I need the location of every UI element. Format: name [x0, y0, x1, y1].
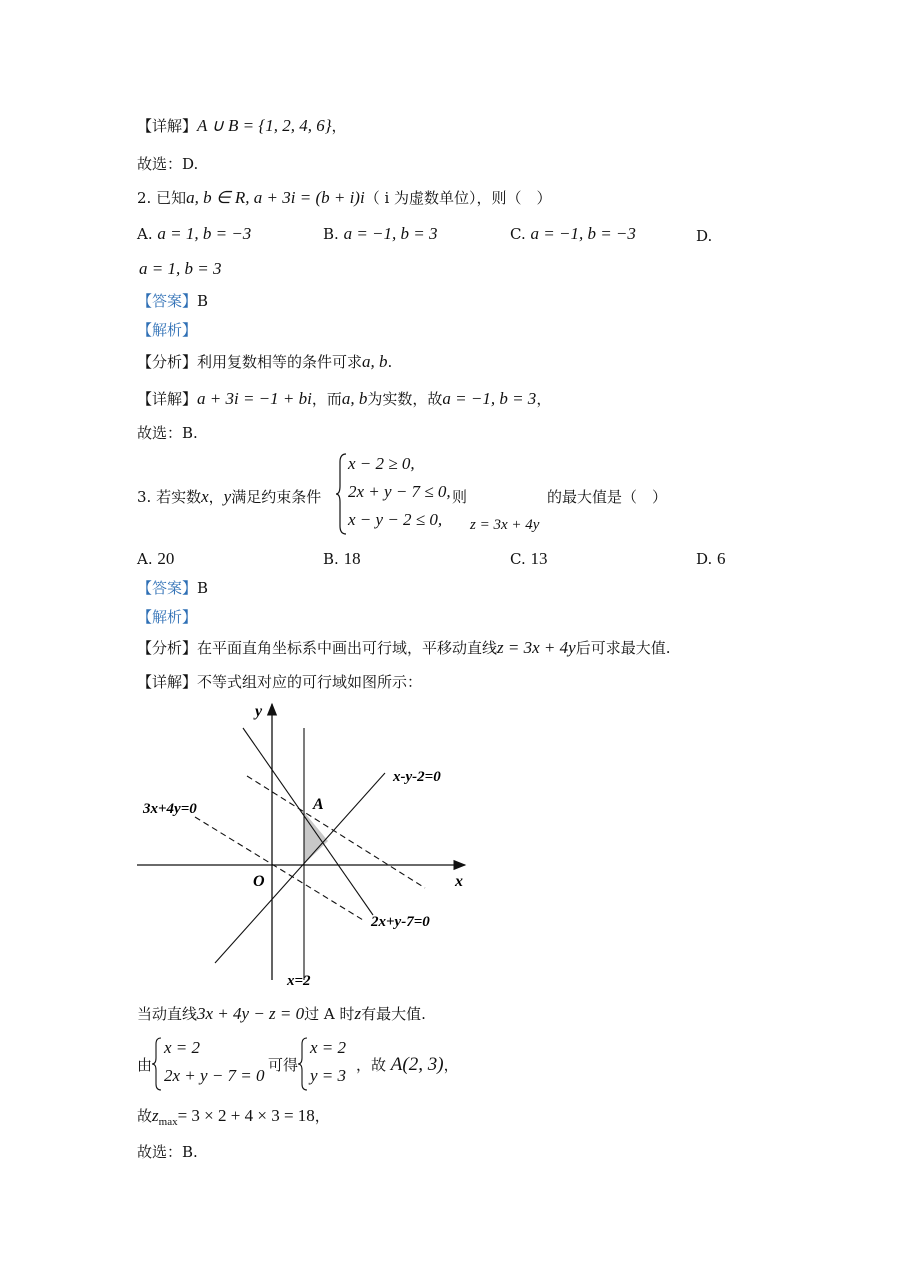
punct: ， — [331, 117, 347, 135]
punct: ， — [443, 1056, 459, 1074]
option-value: 18 — [343, 549, 361, 568]
ze-text: 则 — [452, 488, 468, 506]
question-2-condition: a, b ∈ R, a + 3i = (b + i)i — [186, 188, 365, 207]
option-value: 6 — [717, 549, 726, 568]
detail-line-1 — [137, 116, 347, 136]
zmax-expression: = 3 × 2 + 4 × 3 = 18 — [177, 1106, 315, 1125]
q2-option-a — [137, 224, 251, 244]
line-x-minus-y-minus-2 — [215, 773, 385, 963]
label-3x-plus-4y: 3x+4y=0 — [143, 801, 197, 817]
point-a-coordinates: A(2, 3) — [390, 1054, 444, 1075]
answer-tag: 【答案】 — [137, 292, 198, 310]
text: 过 A 时 — [304, 1005, 355, 1023]
objective-function: z = 3x + 4y — [470, 517, 540, 533]
var-z: z — [354, 1004, 362, 1023]
punct: ， — [208, 488, 224, 506]
q3-option-b — [323, 549, 361, 569]
detail-tag: 【详解】 — [137, 117, 198, 135]
choice-line-1: 故选：D. — [137, 155, 199, 173]
q3-detail — [137, 672, 422, 692]
question-3-ask: 的最大值是（ ） — [547, 488, 668, 506]
option-value: a = 1, b = −3 — [157, 224, 252, 243]
q3-option-a — [137, 549, 174, 569]
punct: ， — [536, 390, 552, 408]
q2-detail — [137, 389, 551, 409]
detail-text: 不等式组对应的可行域如图所示： — [197, 673, 423, 691]
brace-icon — [336, 452, 348, 536]
detail-tag: 【详解】 — [137, 390, 198, 408]
analysis-text: 利用复数相等的条件可求 — [197, 353, 363, 371]
q2-option-c — [510, 224, 636, 244]
q2-analysis — [137, 352, 392, 372]
var-z: z — [152, 1106, 159, 1125]
system-b-row-1: x = 2 — [310, 1038, 347, 1057]
line-3x-plus-4y-through-a — [247, 776, 425, 888]
brace-icon — [152, 1036, 162, 1092]
analysis-math: z = 3x + 4y — [497, 638, 576, 657]
q2-jiexi: 【解析】 — [137, 321, 198, 339]
feasible-region-figure — [135, 698, 475, 988]
answer-value: B — [197, 579, 209, 597]
union-expression: A ∪ B = {1, 2, 4, 6} — [197, 116, 332, 135]
analysis-tag: 【分析】 — [137, 353, 198, 371]
brace-icon — [298, 1036, 308, 1092]
moving-line-math: 3x + 4y − z = 0 — [197, 1004, 305, 1023]
option-label: A. — [137, 225, 153, 243]
option-label: D. — [696, 550, 713, 568]
constraint-system — [336, 452, 466, 536]
option-label: C. — [510, 550, 526, 568]
system-a — [152, 1036, 272, 1092]
var-x: x — [201, 487, 209, 506]
constraint-2: 2x + y − 7 ≤ 0, — [348, 482, 451, 501]
detail-tag: 【详解】 — [137, 673, 198, 691]
text: 有最大值. — [361, 1005, 426, 1023]
q3-option-d — [696, 549, 726, 569]
q2-option-d-value: a = 1, b = 3 — [139, 259, 222, 278]
question-2-note: （ i 为虚数单位），则（ ） — [364, 189, 552, 207]
q3-analysis — [137, 638, 670, 658]
q2-answer — [137, 291, 208, 311]
answer-value: B — [197, 292, 209, 310]
analysis-tag: 【分析】 — [137, 639, 198, 657]
q3-choice: 故选：B. — [137, 1143, 198, 1161]
y-axis-label: y — [255, 703, 263, 720]
option-value: a = −1, b = 3 — [343, 224, 438, 243]
label-x-minus-y-minus-2: x-y-2=0 — [393, 769, 441, 785]
point-a-result — [356, 1055, 459, 1075]
q2-choice: 故选：B. — [137, 424, 198, 442]
var-y: y — [223, 487, 232, 506]
option-label: C. — [510, 225, 526, 243]
origin-label: O — [253, 873, 265, 890]
system-a-row-1: x = 2 — [164, 1038, 201, 1057]
q3-option-c — [510, 549, 548, 569]
option-value: 13 — [530, 549, 548, 568]
you-text: 由 — [137, 1056, 153, 1074]
option-value: 20 — [157, 549, 175, 568]
q2-option-b — [323, 224, 438, 244]
label-x-eq-2: x=2 — [287, 973, 311, 988]
kede-text: 可得 — [268, 1056, 299, 1074]
text: 当动直线 — [137, 1005, 198, 1023]
moving-line-statement — [137, 1004, 426, 1024]
constraint-1: x − 2 ≥ 0, — [348, 454, 415, 473]
q3-answer — [137, 578, 208, 598]
x-axis-label: x — [455, 873, 463, 890]
text: ，故 — [356, 1056, 387, 1074]
system-a-row-2: 2x + y − 7 = 0 — [164, 1066, 265, 1085]
constraint-3: x − y − 2 ≤ 0, — [348, 510, 443, 529]
option-label: B. — [323, 550, 339, 568]
punct: . — [387, 353, 393, 371]
system-b-row-2: y = 3 — [310, 1066, 347, 1085]
detail-math-3: a = −1, b = 3 — [442, 389, 537, 408]
zmax-line — [137, 1106, 330, 1132]
detail-math-2: a, b — [341, 389, 368, 408]
subscript-max: max — [158, 1116, 178, 1128]
line-3x-plus-4y-origin — [195, 817, 363, 920]
q2-option-d: D. — [696, 227, 713, 245]
option-label: B. — [323, 225, 339, 243]
detail-math-1: a + 3i = −1 + bi — [197, 389, 312, 408]
option-label: A. — [137, 550, 153, 568]
analysis-math: a, b — [362, 352, 388, 371]
detail-text-1: ，而 — [311, 390, 342, 408]
detail-text-2: 为实数，故 — [367, 390, 443, 408]
text: 故 — [137, 1107, 153, 1125]
answer-tag: 【答案】 — [137, 579, 198, 597]
label-2x-plus-y-minus-7: 2x+y-7=0 — [371, 914, 430, 930]
option-value: a = −1, b = −3 — [530, 224, 636, 243]
punct: ， — [314, 1107, 330, 1125]
question-3-condition: 满足约束条件 — [231, 488, 322, 506]
q3-jiexi: 【解析】 — [137, 608, 198, 626]
question-2-stem — [137, 188, 552, 208]
point-a-label: A — [313, 796, 324, 813]
question-3-stem — [137, 487, 321, 507]
analysis-text-1: 在平面直角坐标系中画出可行域，平移动直线 — [197, 639, 498, 657]
question-2-number: 2. 已知 — [137, 189, 187, 207]
question-3-number: 3. 若实数 — [137, 488, 202, 506]
analysis-text-2: 后可求最大值. — [575, 639, 671, 657]
